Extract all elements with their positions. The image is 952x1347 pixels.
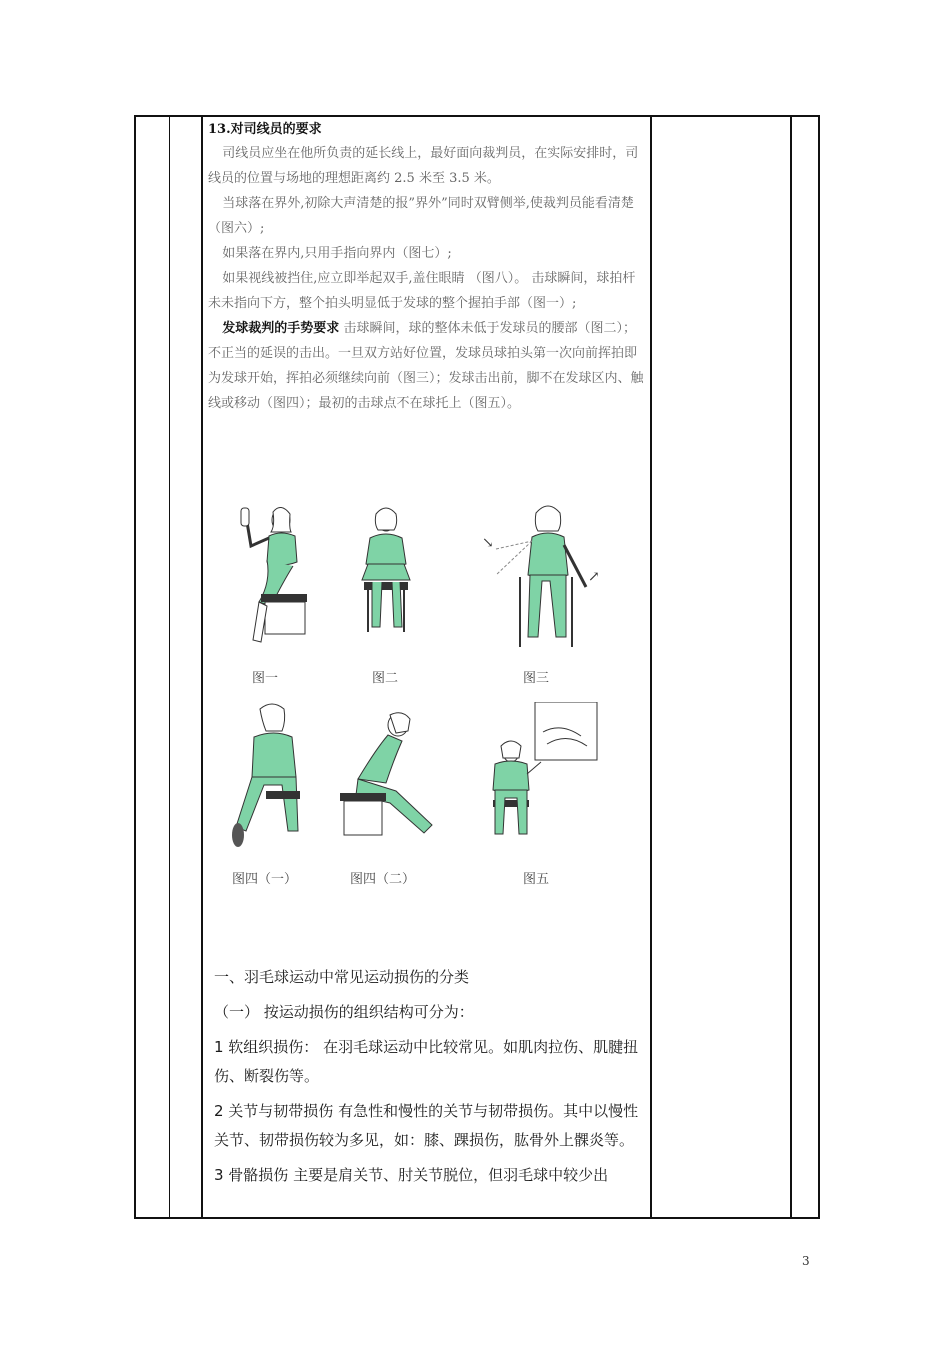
bold-lead: 发球裁判的手势要求 <box>222 321 340 336</box>
table-divider <box>201 117 203 1217</box>
figure-1-illustration <box>231 502 321 652</box>
paragraph: 当球落在界外,初除大声清楚的报”界外”同时双臂侧举,使裁判员能看清楚（图六）; <box>208 196 634 236</box>
figure-3-illustration <box>476 497 606 657</box>
injury-section <box>214 963 646 1190</box>
figure-4b-caption: 图四（二） <box>350 872 416 887</box>
figure-4a-illustration <box>226 697 316 857</box>
figure-2-illustration <box>346 502 426 652</box>
table-divider <box>650 117 652 1217</box>
figure-5-caption: 图五 <box>523 872 550 887</box>
main-cell <box>208 119 646 416</box>
injury-item: 3 骨骼损伤 主要是肩关节、肘关节脱位，但羽毛球中较少出 <box>214 1166 609 1184</box>
injury-heading: 一、羽毛球运动中常见运动损伤的分类 <box>214 968 470 986</box>
figure-4a-caption: 图四（一） <box>232 872 298 887</box>
injury-item: 1 软组织损伤： 在羽毛球运动中比较常见。如肌肉拉伤、肌腱扭伤、断裂伤等。 <box>214 1038 639 1085</box>
section-13-title: 13.对司线员的要求 <box>208 122 322 137</box>
page-number: 3 <box>802 1254 810 1268</box>
paragraph <box>208 316 646 416</box>
injury-item: 2 关节与韧带损伤 有急性和慢性的关节与韧带损伤。其中以慢性关节、韧带损伤较为多见，如：膝、踝损伤，肱骨外上髁炎等。 <box>214 1102 639 1149</box>
document-table <box>134 115 820 1219</box>
paragraph: 如果落在界内,只用手指向界内（图七）; <box>222 246 452 261</box>
figure-5-illustration <box>471 702 601 852</box>
figure-3-caption: 图三 <box>523 671 550 686</box>
table-divider <box>169 117 170 1217</box>
table-divider <box>790 117 792 1217</box>
figure-4b-illustration <box>336 709 446 859</box>
paragraph-text: 击球瞬间，球的整体未低于发球员的腰部（图二）；不正当的延误的击出。一旦双方站好位置，发球员球拍头第一次向前挥拍即为发球开始，挥拍必须继续向前（图三）；发球击出前，脚不在发球区内、触线或移动（图四）；最初的击球点不在球托上（图五）。 <box>208 321 644 411</box>
paragraph: 如果视线被挡住,应立即举起双手,盖住眼睛 （图八）。 击球瞬间，球拍杆未未指向下方，整个拍头明显低于发球的整个握拍手部（图一）; <box>208 271 636 311</box>
figure-2-caption: 图二 <box>372 671 399 686</box>
paragraph: 司线员应坐在他所负责的延长线上，最好面向裁判员，在实际安排时，司线员的位置与场地的理想距离约 2.5 米至 3.5 米。 <box>208 146 639 186</box>
svg-text:↘: ↘ <box>482 535 494 551</box>
figure-1-caption: 图一 <box>252 671 279 686</box>
svg-text:↗: ↗ <box>588 569 600 585</box>
injury-subheading: （一） 按运动损伤的组织结构可分为： <box>214 1003 474 1021</box>
